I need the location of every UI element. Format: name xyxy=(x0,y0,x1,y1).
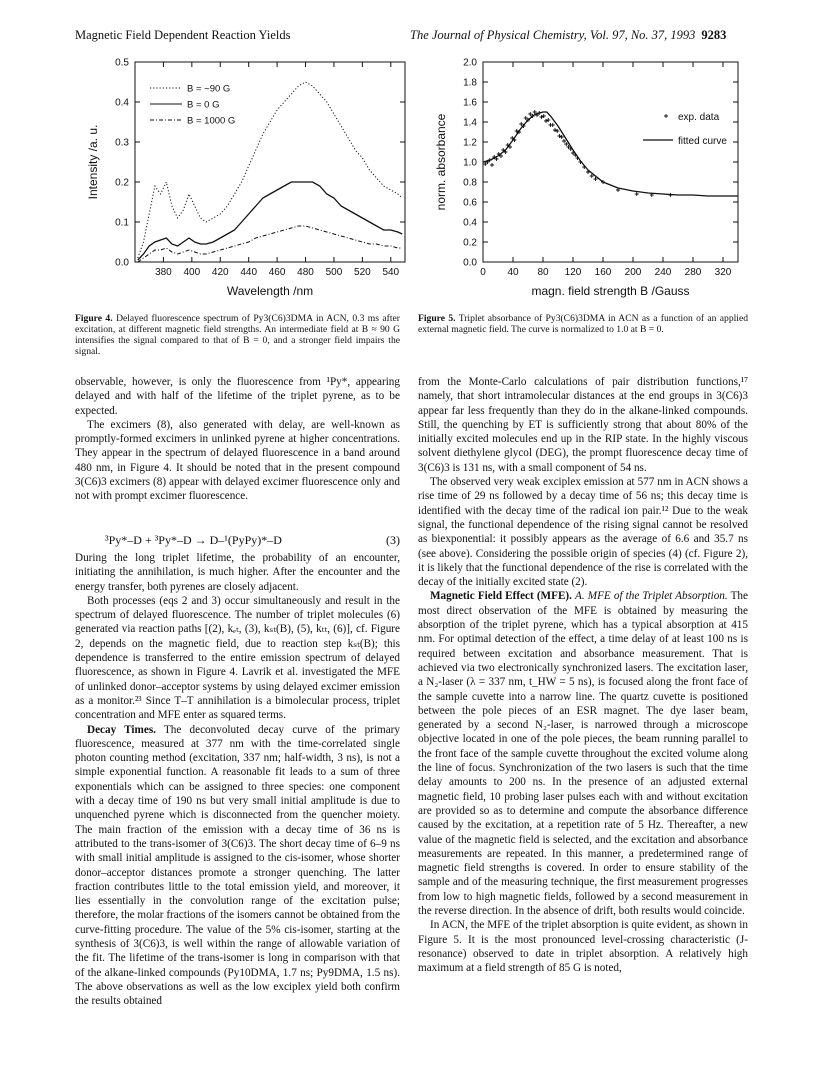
y-tick-label: 1.8 xyxy=(463,77,477,89)
series-line xyxy=(138,82,402,258)
data-point xyxy=(483,162,487,166)
y-tick-label: 1.4 xyxy=(463,117,477,129)
y-tick-label: 0.8 xyxy=(463,177,477,189)
data-point xyxy=(562,139,566,143)
y-tick-label: 0.6 xyxy=(463,197,477,209)
series-line xyxy=(138,182,402,260)
x-tick-label: 420 xyxy=(211,267,229,278)
x-axis-label: Wavelength /nm xyxy=(226,284,314,298)
left-column-top xyxy=(75,375,400,504)
y-tick-label: 0.0 xyxy=(463,257,477,269)
x-tick-label: 480 xyxy=(297,267,314,278)
right-column xyxy=(418,375,748,975)
y-tick-label: 1.0 xyxy=(463,157,477,169)
y-axis-label: norm. absorbance xyxy=(434,113,448,211)
paragraph xyxy=(418,589,748,918)
y-tick-label: 0.0 xyxy=(115,257,129,269)
x-tick-label: 380 xyxy=(155,267,172,278)
x-tick-label: 240 xyxy=(654,267,672,278)
legend-swatch xyxy=(664,114,668,118)
y-tick-label: 0.1 xyxy=(115,217,129,229)
x-tick-label: 500 xyxy=(325,267,343,278)
y-tick-label: 0.2 xyxy=(463,237,477,249)
figure-4-caption-text: Delayed fluorescence spectrum of Py3(C6)3DMA in ACN, 0.3 ms after excitation, at different magnetic field strengths. An intermediate field at B ≈ 90 G intensifies the signal compared to that of B = 0, and a stronger field impairs the signal. xyxy=(75,313,400,357)
y-tick-label: 1.2 xyxy=(463,137,477,149)
legend-label: B = 1000 G xyxy=(187,115,236,127)
x-tick-label: 540 xyxy=(382,267,400,278)
y-tick-label: 2.0 xyxy=(463,57,477,69)
y-tick-label: 1.6 xyxy=(463,97,477,109)
x-tick-label: 40 xyxy=(507,267,519,278)
paragraph: Both processes (eqs 2 and 3) occur simultaneously and result in the spectrum of delayed fluorescence. The number of triplet molecules (6) generated via reaction paths [(2), kₑₜ, (3), kₛₜ(B), (5), kₜₜ, (6)], cf. Figure 2, depends on the magnetic field, due to reaction step kₛₜ(B); this dependence is transferred to the entire emission spectrum of delayed fluorescence, as shown in Figure 4. Lavrik et al. investigated the MFE of unlinked donor–acceptor systems by using delayed excimer emission as a monitor.²³ Since T–T annihilation is a bimolecular process, triplet concentration and MFE enter as squared terms. xyxy=(75,594,400,722)
x-tick-label: 120 xyxy=(564,267,582,278)
y-tick-label: 0.4 xyxy=(115,97,129,109)
x-axis-label: magn. field strength B /Gauss xyxy=(531,284,690,298)
figure-5-caption-text: Triplet absorbance of Py3(C6)3DMA in ACN as a function of an applied external magnetic field. The curve is normalized to 1.0 at B = 0. xyxy=(418,313,748,335)
data-point xyxy=(528,112,532,116)
figure-4-caption xyxy=(75,313,400,357)
x-tick-label: 80 xyxy=(537,267,549,278)
paragraph: In ACN, the MFE of the triplet absorption is quite evident, as shown in Figure 5. It is the most pronounced level-crossing characteristic (J-resonance) observed to date in triplet absorption. A relatively high maximum at a field strength of 85 G is noted, xyxy=(418,919,748,975)
equation-number: (3) xyxy=(386,533,400,547)
x-tick-label: 280 xyxy=(684,267,702,278)
data-point xyxy=(490,163,494,167)
paragraph xyxy=(75,723,400,1009)
y-tick-label: 0.2 xyxy=(115,177,129,189)
paragraph: observable, however, is only the fluorescence from ¹Py*, appearing delayed and with half of the lifetime of the triplet pyrene, as to be expected. xyxy=(75,376,400,417)
running-header-title: Magnetic Field Dependent Reaction Yields xyxy=(75,28,291,42)
paragraph: The excimers (8), also generated with delay, are well-known as promptly-formed excimers in unlinked pyrene at higher concentrations. They appear in the spectrum of delayed fluorescence in a band around 480 nm, in Figure 4. It should be noted that in the present compound 3(C6)3 excimers (8) appear with delayed excimer fluorescence only and not with prompt excimer fluorescence. xyxy=(75,418,400,503)
section-heading: Magnetic Field Effect (MFE). xyxy=(430,590,572,603)
figure-5-chart xyxy=(418,50,758,310)
paragraph: The observed very weak exciplex emission at 577 nm in ACN shows a rise time of 29 ns followed by a decay time of 56 ns; this decay time is identified with the decay time of the radical ion pair.¹² Due to the weak signal, the functional dependence of the rising signal cannot be resolved as biexponential: it possibly appears as the average of 6.6 and 35.7 ns (see above). Considering the possible origin of species (4) (cf. Figure 2), it is likely that the functional dependence of the rise is correlated with the decay of the initially excited state (2). xyxy=(418,476,748,589)
legend-label: B = 0 G xyxy=(187,99,220,111)
data-point xyxy=(551,123,555,127)
plot-frame xyxy=(135,62,405,262)
y-tick-label: 0.4 xyxy=(463,217,477,229)
equation-formula: ³Py*–D + ³Py*–D → D–¹(PyPy)*–D xyxy=(105,533,282,547)
x-tick-label: 160 xyxy=(594,267,612,278)
x-tick-label: 0 xyxy=(480,267,486,278)
data-point xyxy=(519,122,523,126)
paragraph: During the long triplet lifetime, the probability of an encounter, initiating the annihilation, is much higher. After the encounter and the energy transfer, both pyrenes are closely adjacent. xyxy=(75,552,400,593)
paragraph-text: The deconvoluted decay curve of the primary fluorescence, measured at 377 nm with the time-correlated single photon counting method (excitation, 337 nm; half-width, 3 ns), is not a simple exponential function. A reasonable fit leads to a sum of three exponentials which can be assigned to three species: one component with a decay time of 190 ns but very small initial amplitude is due to unquenched pyrene which is disconnected from the quencher moiety. The main fraction of the emission with a decay time of 36 ns is attributed to the trans-isomer of 3(C6)3. The short decay time of 6–9 ns with small initial amplitude is assigned to the cis-isomer, whose shorter donor–acceptor distances promote a stronger quenching. The latter fraction contributes little to the total emission yield, and moreover, it lies essentially in the convolution range of the excitation pulse; therefore, the molar fractions of the isomers cannot be obtained from the curve-fitting procedure. The value of the 5% cis-isomer, starting at the synthesis of 3(C6)3, is well within the range of allowable variation of the fit. The lifetime of the trans-isomer is long in comparison with that of the alkane-linked compounds (Py10DMA, 1.7 ns; Py9DMA, 1.5 ns). The above observations as well as the low exciplex yield both confirm the results obtained xyxy=(75,723,400,1008)
figure-4-chart xyxy=(75,50,415,310)
paragraph: from the Monte-Carlo calculations of pair distribution functions,¹⁷ namely, that short intramolecular distances at the end groups in 3(C6)3 appear far less frequently than they do in the alkane-linked compounds. Still, the quenching by ET is sufficiently strong that about 80% of the initially excited molecules end up in the RIP state. In the highly viscous solvent diethylene glycol (DEG), the prompt fluorescence decay time of 3(C6)3 is 131 ns, with a small component of 54 ns. xyxy=(418,376,748,474)
journal-citation: The Journal of Physical Chemistry, Vol. 97, No. 37, 1993 xyxy=(410,28,696,42)
legend-label: exp. data xyxy=(678,112,720,123)
running-header-journal xyxy=(410,28,726,43)
figure-4-label: Figure 4. xyxy=(75,313,113,324)
paragraph-text: The most direct observation of the MFE is obtained by measuring the absorption of the triplet pyrene, which has a typical absorption at 415 nm. For optimal detection of the effect, a time delay of at least 100 ns is required between excitation and absorbance measurement. That is achieved via two electronically synchronized lasers. The excitation laser, a N₂-laser (λ = 337 nm, t_HW = 5 ns), is focused along the front face of the sample cuvette into a narrow line. The quartz cuvette is positioned between the pole pieces of an ESR magnet. The dye laser beam, generated by a second N₂-laser, is narrowed through a microscope objective located in one of the pole pieces, the beam running parallel to the front face of the sample cuvette throughout the excited volume along the line of focus. Synchronization of the two lasers is such that the time delay amounts to 200 ns. In the presence of an adjusted external magnetic field, 10 probing laser pulses each with and without excitation are provided so as to determine and compute the absorbance difference caused by the excitation, at a repetition rate of 5 Hz. Thereafter, a new value of the magnetic field is selected, and the excitation and absorbance measurements are repeated. In this manner, a predetermined range of magnetic field strengths is covered. In order to ensure stability of the sample and of the measuring technique, the first measurement progresses from low to high magnetic fields, followed by a second measurement in the reverse direction. In the absence of drift, both results would coincide. xyxy=(418,590,748,917)
legend-label: B = ~90 G xyxy=(187,83,231,95)
data-point xyxy=(524,116,528,120)
x-tick-label: 200 xyxy=(624,267,642,278)
x-tick-label: 400 xyxy=(183,267,201,278)
x-tick-label: 320 xyxy=(714,267,732,278)
series-line xyxy=(138,226,402,262)
x-tick-label: 460 xyxy=(268,267,286,278)
x-tick-label: 440 xyxy=(240,267,258,278)
x-tick-label: 520 xyxy=(354,267,371,278)
data-point xyxy=(635,192,639,196)
left-column-bottom xyxy=(75,551,400,1009)
y-tick-label: 0.3 xyxy=(115,137,129,149)
subsection-heading: A. MFE of the Triplet Absorption. xyxy=(575,590,728,603)
page-number: 9283 xyxy=(701,28,727,42)
figure-5-caption xyxy=(418,313,748,335)
plot-frame xyxy=(483,62,738,262)
section-heading: Decay Times. xyxy=(87,723,156,736)
figure-5-label: Figure 5. xyxy=(418,313,456,324)
y-tick-label: 0.5 xyxy=(115,57,129,69)
y-axis-label: Intensity /a. u. xyxy=(86,124,100,200)
legend-label: fitted curve xyxy=(678,136,727,147)
